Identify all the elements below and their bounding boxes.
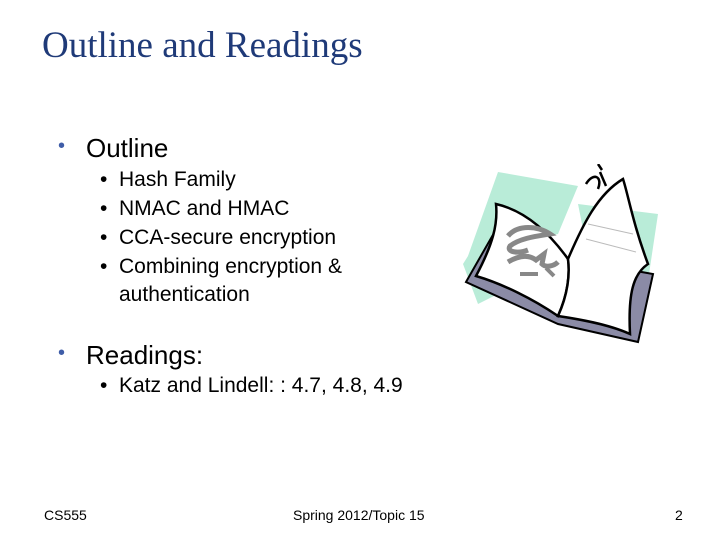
outline-item-label: Combining encryption & [119,255,342,278]
page-curl [586,164,606,189]
open-book-icon [458,164,668,346]
bullet-dot: • [100,197,108,220]
bullet-dot: • [100,226,108,249]
footer-page-number: 2 [675,507,683,523]
readings-heading: Readings: [86,340,204,370]
footer-course: CS555 [44,507,87,523]
outline-item-label: Hash Family [119,168,236,191]
reading-item-label: Katz and Lindell: : 4.7, 4.8, 4.9 [119,374,403,397]
bullet-dot: • [58,135,66,157]
outline-item-label: authentication [119,283,250,306]
slide-title: Outline and Readings [42,25,363,66]
bullet-dot: • [100,168,108,191]
outline-heading: Outline [86,133,169,163]
bullet-dot: • [100,374,108,397]
bullet-dot: • [58,342,66,364]
footer-term: Spring 2012/Topic 15 [293,507,425,523]
outline-item-label: CCA-secure encryption [119,226,337,249]
bullet-dot: • [100,255,108,278]
outline-item-label: NMAC and HMAC [119,197,290,220]
